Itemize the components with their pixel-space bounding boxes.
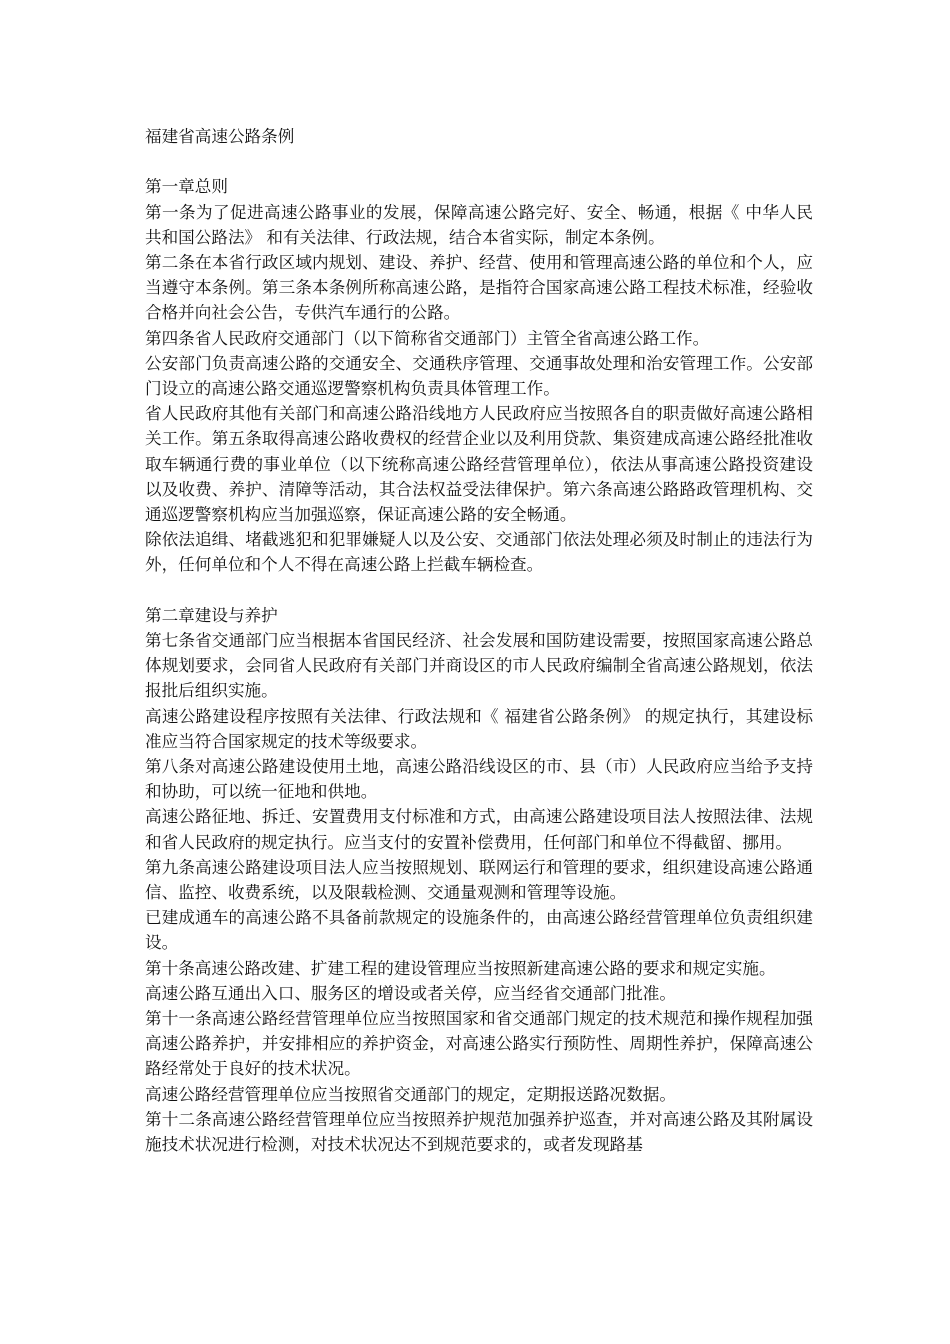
blank-line xyxy=(145,149,813,174)
paragraph: 第四条省人民政府交通部门（以下简称省交通部门）主管全省高速公路工作。 xyxy=(145,328,710,348)
document-title: 福建省高速公路条例 xyxy=(145,127,295,146)
paragraph: 第七条省交通部门应当根据本省国民经济、社会发展和国防建设需要，按照国家高速公路总体规划要求，会同省人民政府有关部门并商设区的市人民政府编制全省高速公路规划，依法报批后组织实施。 xyxy=(145,631,813,701)
paragraph: 第九条高速公路建设项目法人应当按照规划、联网运行和管理的要求，组织建设高速公路通信、监控、收费系统，以及限载检测、交通量观测和管理等设施。 xyxy=(145,857,813,903)
paragraph: 高速公路征地、拆迁、安置费用支付标准和方式，由高速公路建设项目法人按照法律、法规和省人民政府的规定执行。应当支付的安置补偿费用，任何部门和单位不得截留、挪用。 xyxy=(145,807,813,852)
paragraph: 第一条为了促进高速公路事业的发展，保障高速公路完好、安全、畅通，根据《 中华人民共和国公路法》 和有关法律、行政法规，结合本省实际，制定本条例。 xyxy=(145,202,813,247)
paragraph: 第二条在本省行政区域内规划、建设、养护、经营、使用和管理高速公路的单位和个人，应当遵守本条例。第三条本条例所称高速公路，是指符合国家高速公路工程技术标准，经验收合格并向社会公告，专供汽车通行的公路。 xyxy=(145,253,813,323)
document-page xyxy=(145,124,813,1157)
blank-line xyxy=(145,578,813,603)
paragraph: 第十条高速公路改建、扩建工程的建设管理应当按照新建高速公路的要求和规定实施。 xyxy=(145,958,776,978)
paragraph: 已建成通车的高速公路不具备前款规定的设施条件的，由高速公路经营管理单位负责组织建设。 xyxy=(145,908,813,953)
paragraph: 省人民政府其他有关部门和高速公路沿线地方人民政府应当按照各自的职责做好高速公路相关工作。第五条取得高速公路收费权的经营企业以及利用贷款、集资建成高速公路经批准收取车辆通行费的事业单位（以下统称高速公路经营管理单位），依法从事高速公路投资建设以及收费、养护、清障等活动，其合法权益受法律保护。第六条高速公路路政管理机构、交通巡逻警察机构应当加强巡察，保证高速公路的安全畅通。 xyxy=(145,404,813,525)
paragraph: 第八条对高速公路建设使用土地，高速公路沿线设区的市、县（市）人民政府应当给予支持和协助，可以统一征地和供地。 xyxy=(145,757,813,802)
chapter-1-heading: 第一章总则 xyxy=(145,177,228,197)
paragraph: 第十二条高速公路经营管理单位应当按照养护规范加强养护巡查，并对高速公路及其附属设施技术状况进行检测，对技术状况达不到规范要求的，或者发现路基 xyxy=(145,1109,813,1155)
paragraph: 高速公路经营管理单位应当按照省交通部门的规定，定期报送路况数据。 xyxy=(145,1084,676,1104)
chapter-2-heading: 第二章建设与养护 xyxy=(145,605,278,625)
paragraph: 第十一条高速公路经营管理单位应当按照国家和省交通部门规定的技术规范和操作规程加强高速公路养护，并安排相应的养护资金，对高速公路实行预防性、周期性养护，保障高速公路经常处于良好的技术状况。 xyxy=(145,1009,813,1079)
paragraph: 除依法追缉、堵截逃犯和犯罪嫌疑人以及公安、交通部门依法处理必须及时制止的违法行为外，任何单位和个人不得在高速公路上拦截车辆检查。 xyxy=(145,530,813,575)
paragraph: 高速公路建设程序按照有关法律、行政法规和《 福建省公路条例》 的规定执行，其建设标准应当符合国家规定的技术等级要求。 xyxy=(145,706,813,751)
paragraph: 公安部门负责高速公路的交通安全、交通秩序管理、交通事故处理和治安管理工作。公安部门设立的高速公路交通巡逻警察机构负责具体管理工作。 xyxy=(145,353,813,399)
paragraph: 高速公路互通出入口、服务区的增设或者关停，应当经省交通部门批准。 xyxy=(145,983,676,1003)
